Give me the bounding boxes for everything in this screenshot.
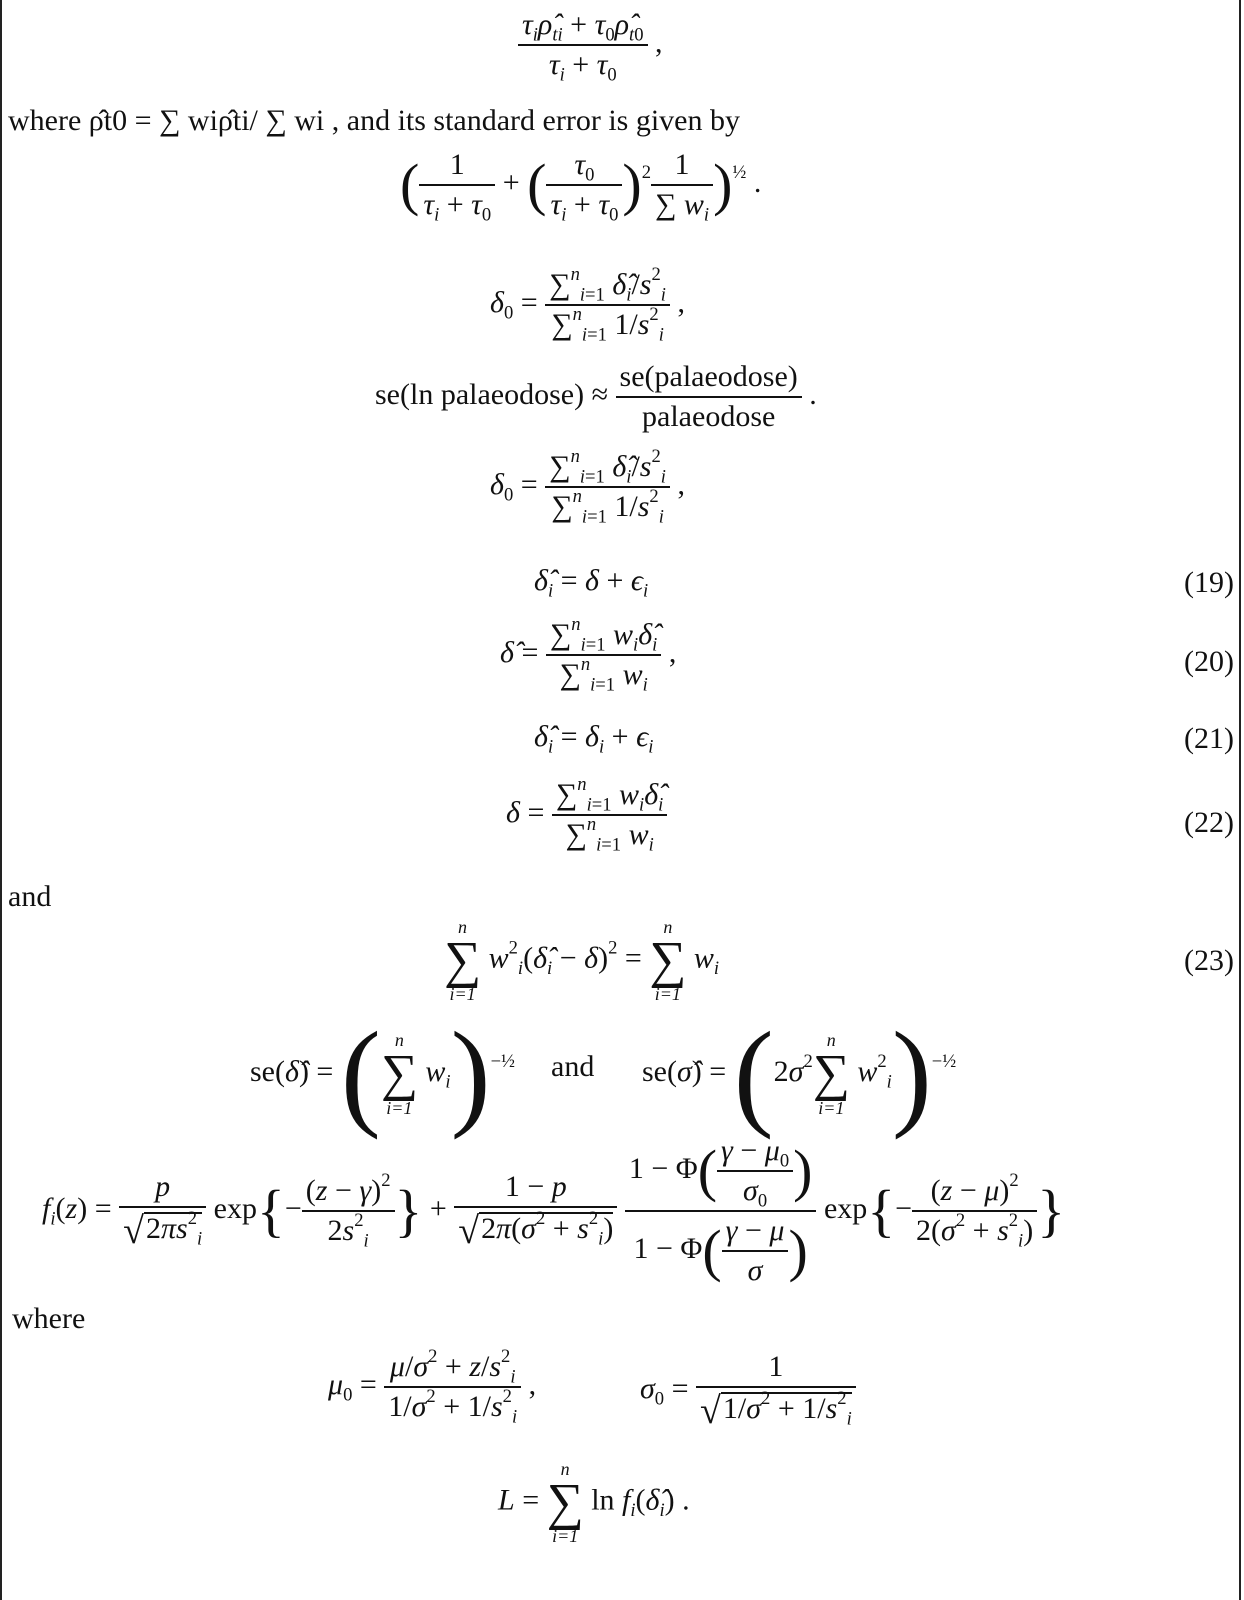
equation-number-20: (20): [1184, 645, 1234, 678]
equation-21: $\deltâ_i = \delta_i + \epsilon_i$: [534, 720, 654, 758]
equation-number-22: (22): [1184, 806, 1234, 839]
and-inline-label: and: [551, 1050, 595, 1083]
delta-zero-equation-2: $\delta_0$ = $\frac{\sum^n_{i=1} \deltâ_i/s^2_i}{\sum^n_{i=1} 1/s^2_i}$ ,: [490, 446, 685, 528]
and-inline-text: [551, 1052, 594, 1082]
equation-number-21: (21): [1184, 722, 1234, 755]
log-standard-error-equation: se(ln palaeodose) ≈ $\frac{\text{se(palaeodose)}}{\text{palaeodose}}$ .: [375, 360, 817, 433]
standard-error-equation: ( $\frac{1}{\tau_i + \tau_0}$ + ( $\frac{\tau_0}{\tau_i + \tau_0}$ )$^2$ $\frac{1}{\sum w_i}$ )$^{\frac{1}{2}}$ .: [400, 148, 762, 226]
log-likelihood-equation: L = n ∑ i=1 $\ln f_i(\deltâ_i)$ .: [498, 1459, 690, 1547]
delta-zero-equation-1: $\delta_0$ = $\frac{\sum^n_{i=1} \deltâ_i/s^2_i}{\sum^n_{i=1} 1/s^2_i}$ ,: [490, 264, 685, 346]
mu-zero-equation: $\mu_0$ = $\frac{\mu/\sigma^2 + z/s^2_i}{1/\sigma^2 + 1/s^2_i}$ ,: [328, 1346, 537, 1428]
and-text: and: [8, 880, 52, 913]
equation-number-23: (23): [1184, 944, 1234, 977]
density-function-equation: $f_i(z)$ = $\frac{p}{√2\pi s^2_i}$ exp{− $\frac{(z - \gamma)^2}{2s^2_i}$ } + $\frac{1 - p}{√2\pi(\sigma^2 + s^2_i)}$ 1 − Φ( $\frac{\gamma - \mu_0}{\sigma_0}$ ) 1 − Φ( $\frac{\gamma - \mu}{\sigma}$ ) exp{− $\frac{(z - \mu)^2}{2(\sigma^2 + s^2_i)}$ }: [42, 1134, 1066, 1287]
se-sigma-equation: se(σ̂) = ($2\sigma^2$ n ∑ i=1 $w^2_i)^{-\frac{1}{2}}$: [642, 1007, 957, 1140]
where-text: where: [12, 1302, 86, 1335]
weighted-estimate-equation: $\frac{\tau_i\rhô_{ti} + \tau_0\rhô_{t0}}{\tau_i + \tau_0}$ ,: [518, 10, 663, 80]
equation-20: δ̂ = $\frac{\sum^n_{i=1} w_i\deltâ_i}{\sum^n_{i=1} w_i}$ ,: [500, 614, 677, 696]
sigma-zero-equation: $\sigma_0$ = $\frac{1}{√1/\sigma^2 + 1/s^2_i}$: [640, 1352, 856, 1430]
se-delta-equation: se(δ̂) = ( n ∑ i=1 $w_i)^{-\frac{1}{2}}$: [250, 1007, 515, 1140]
where-line: where ρ̂t0 = ∑ wiρ̂ti/ ∑ wi , and its standard error is given by: [8, 104, 740, 137]
equation-19: $\deltâ_i = \delta + \epsilon_i$: [534, 564, 649, 602]
equation-number-19: (19): [1184, 566, 1234, 599]
equation-22: δ = $\frac{\sum^n_{i=1} w_i\deltâ_i}{\sum^n_{i=1} w_i}$: [506, 780, 667, 850]
equation-23: n ∑ i=1 $w^2_i(\deltâ_i - \delta)^2$ = n ∑ i=1 $w_i$: [444, 917, 720, 1005]
